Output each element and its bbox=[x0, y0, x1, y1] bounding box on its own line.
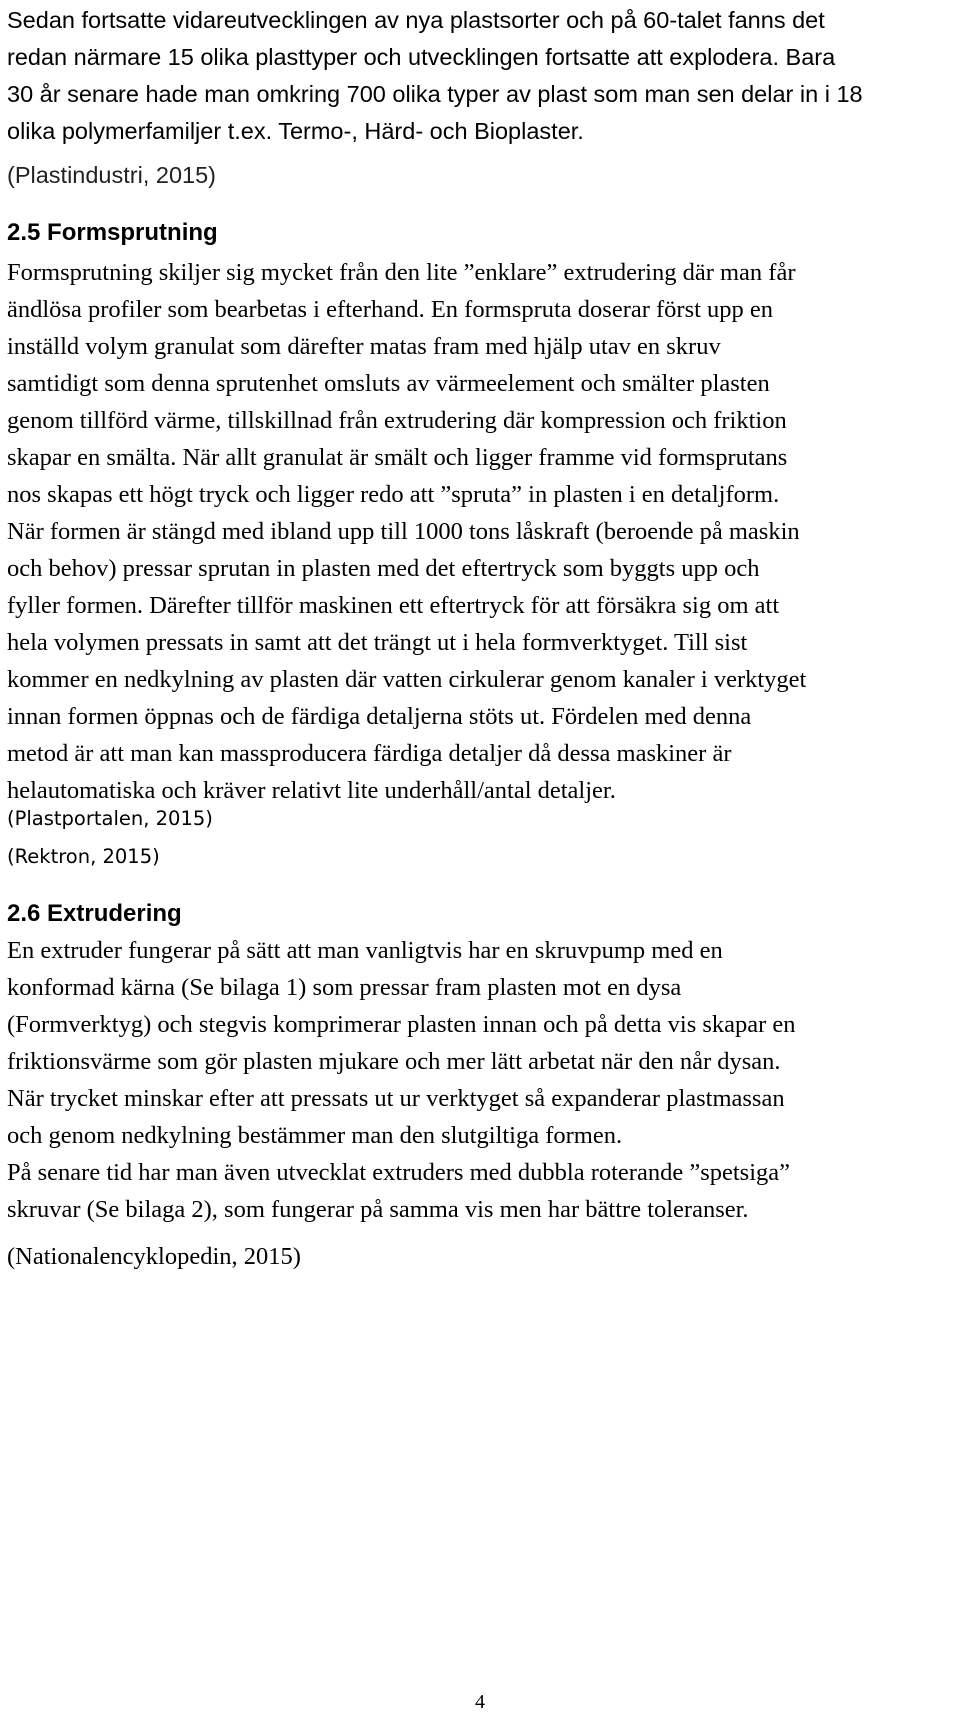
text-line: genom tillförd värme, tillskillnad från extrudering där kompression och friktion bbox=[7, 407, 787, 434]
page-number: 4 bbox=[475, 1691, 485, 1713]
text-line: När formen är stängd med ibland upp till 1000 tons låskraft (beroende på maskin bbox=[7, 518, 800, 545]
text-line: redan närmare 15 olika plasttyper och utvecklingen fortsatte att explodera. Bara bbox=[7, 44, 836, 70]
text-line: konformad kärna (Se bilaga 1) som pressar fram plasten mot en dysa bbox=[7, 974, 682, 1001]
section-references-2-5 bbox=[7, 800, 955, 876]
section-title: 2.6 Extrudering bbox=[7, 900, 182, 927]
text-line: helautomatiska och kräver relativt lite underhåll/antal detaljer. bbox=[7, 777, 616, 804]
reference-text: (Plastindustri, 2015) bbox=[7, 162, 216, 188]
reference-text: (Nationalencyklopedin, 2015) bbox=[7, 1243, 301, 1270]
text-line: kommer en nedkylning av plasten där vatten cirkulerar genom kanaler i verktyget bbox=[7, 666, 807, 693]
text-line: ändlösa profiler som bearbetas i efterhand. En formspruta doserar först upp en bbox=[7, 296, 774, 323]
section-heading-2-6 bbox=[7, 899, 955, 929]
section-reference-2-6 bbox=[7, 1238, 955, 1275]
text-line: innan formen öppnas och de färdiga detaljerna stöts ut. Fördelen med denna bbox=[7, 703, 752, 730]
text-line: När trycket minskar efter att pressats ut ur verktyget så expanderar plastmassan bbox=[7, 1085, 785, 1112]
text-line: Formsprutning skiljer sig mycket från den lite ”enklare” extrudering där man får bbox=[7, 259, 796, 286]
text-line: och genom nedkylning bestämmer man den slutgiltiga formen. bbox=[7, 1122, 623, 1149]
text-line: metod är att man kan massproducera färdiga detaljer då dessa maskiner är bbox=[7, 740, 732, 767]
text-line: nos skapas ett högt tryck och ligger redo att ”spruta” in plasten i en detaljform. bbox=[7, 481, 780, 508]
text-line: skruvar (Se bilaga 2), som fungerar på samma vis men har bättre toleranser. bbox=[7, 1196, 749, 1223]
intro-reference bbox=[7, 157, 955, 194]
text-line: På senare tid har man även utvecklat extruders med dubbla roterande ”spetsiga” bbox=[7, 1159, 791, 1186]
text-line: inställd volym granulat som därefter matas fram med hjälp utav en skruv bbox=[7, 333, 721, 360]
reference-text: (Rektron, 2015) bbox=[7, 845, 160, 868]
text-line: 30 år senare hade man omkring 700 olika typer av plast som man sen delar in i 18 bbox=[7, 81, 863, 107]
intro-paragraph bbox=[7, 2, 955, 150]
intro-text bbox=[7, 2, 955, 150]
text-line: hela volymen pressats in samt att det trängt ut i hela formverktyget. Till sist bbox=[7, 629, 748, 656]
text-line: En extruder fungerar på sätt att man vanligtvis har en skruvpump med en bbox=[7, 937, 723, 964]
text-line: skapar en smälta. När allt granulat är smält och ligger framme vid formsprutans bbox=[7, 444, 788, 471]
text-line: samtidigt som denna sprutenhet omsluts av värmeelement och smälter plasten bbox=[7, 370, 770, 397]
text-line: (Formverktyg) och stegvis komprimerar plasten innan och på detta vis skapar en bbox=[7, 1011, 796, 1038]
text-line: fyller formen. Därefter tillför maskinen ett eftertryck för att försäkra sig om att bbox=[7, 592, 780, 619]
text-line: olika polymerfamiljer t.ex. Termo-, Härd- och Bioplaster. bbox=[7, 118, 584, 144]
text-line: och behov) pressar sprutan in plasten med det eftertryck som byggts upp och bbox=[7, 555, 760, 582]
section-body-2-6 bbox=[7, 932, 955, 1228]
text-line: Sedan fortsatte vidareutvecklingen av nya plastsorter och på 60-talet fanns det bbox=[7, 7, 825, 33]
section-text bbox=[7, 254, 955, 809]
reference-list bbox=[7, 800, 955, 876]
section-title: 2.5 Formsprutning bbox=[7, 219, 218, 246]
section-text bbox=[7, 932, 955, 1228]
section-body-2-5 bbox=[7, 254, 955, 809]
reference-text: (Plastportalen, 2015) bbox=[7, 807, 213, 830]
text-line: friktionsvärme som gör plasten mjukare och mer lätt arbetat när den når dysan. bbox=[7, 1048, 781, 1075]
section-heading-2-5 bbox=[7, 218, 955, 248]
